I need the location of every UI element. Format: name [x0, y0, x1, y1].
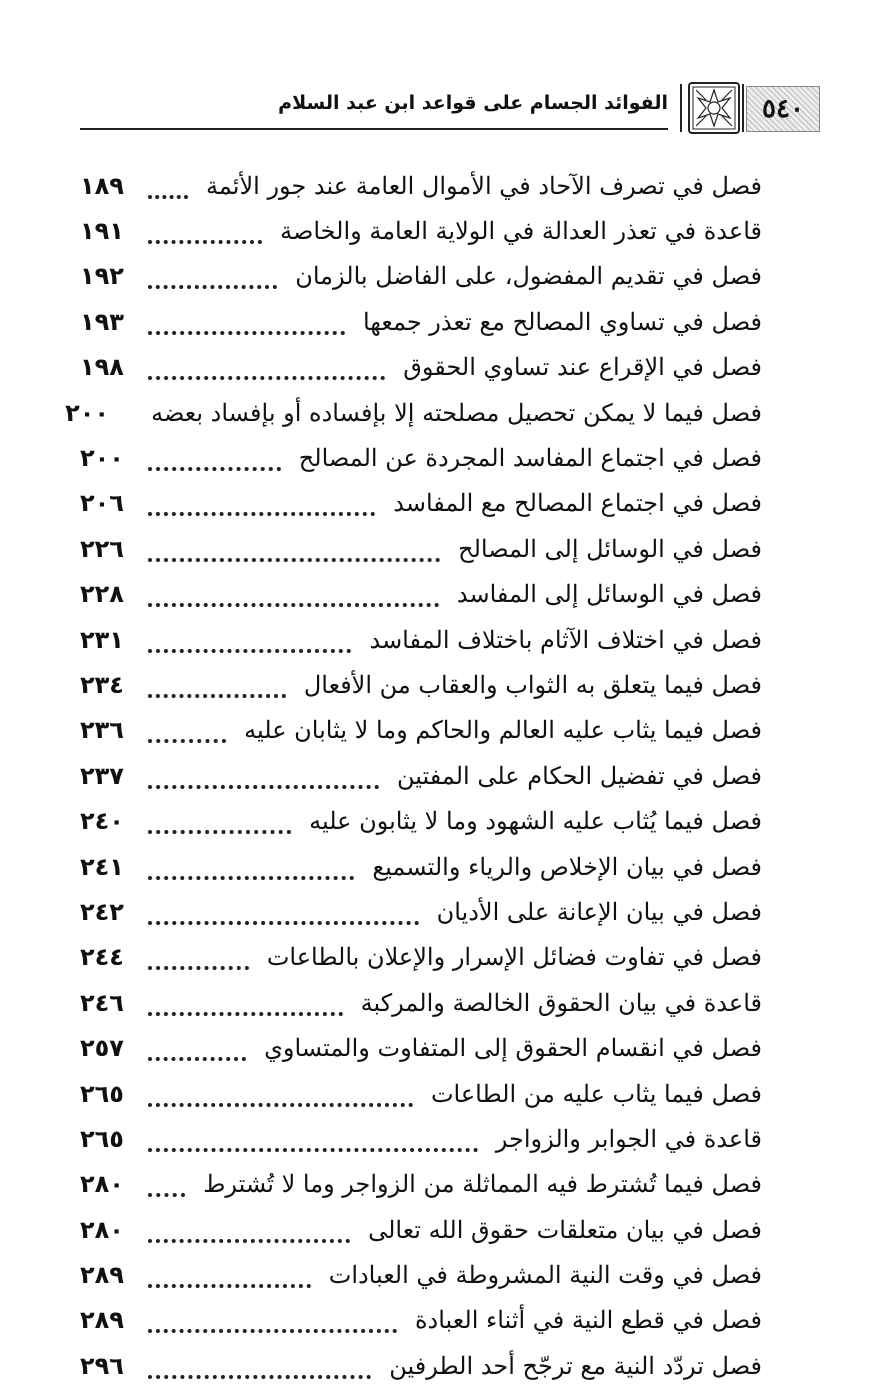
toc-entry-page: ٢٠٦: [80, 489, 124, 518]
toc-entry-page: ٢٨٠: [80, 1170, 124, 1199]
toc-entry-title: فصل في تفاوت فضائل الإسرار والإعلان بالطاعات: [266, 943, 762, 972]
leader-dots: [148, 346, 385, 380]
leader-dots: [148, 755, 379, 789]
toc-entry: [80, 435, 762, 480]
toc-entry-page: ١٩١: [80, 217, 124, 246]
toc-entry-title: فصل في بيان الإعانة على الأديان: [436, 897, 762, 926]
leader-dots: [148, 301, 345, 335]
toc-entry: [80, 572, 762, 617]
toc-entry-page: ٢٤٠: [80, 807, 124, 836]
toc-entry-title: فصل في بيان الإخلاص والرياء والتسميع: [372, 852, 762, 881]
toc-entry-title: فصل في اجتماع المصالح مع المفاسد: [393, 489, 762, 518]
toc-entry: [80, 526, 762, 571]
leader-dots: [148, 1299, 397, 1333]
toc-entry-title: فصل فيما تُشترط فيه المماثلة من الزواجر وما لا تُشترط: [203, 1170, 762, 1199]
toc-entry-page: ٢٨٩: [80, 1306, 124, 1335]
toc-entry-title: فصل في الإقراع عند تساوي الحقوق: [403, 353, 762, 382]
leader-dots: [148, 1118, 478, 1152]
toc-entry: [80, 1343, 762, 1388]
toc-entry: [80, 889, 762, 934]
toc-entry-page: ١٩٨: [80, 353, 124, 382]
toc-entry: [80, 481, 762, 526]
toc-entry-title: فصل تردّد النية مع ترجّح أحد الطرفين: [389, 1351, 762, 1380]
toc-entry-page: ٢٢٨: [80, 580, 124, 609]
page-number: ٥٤٠: [746, 86, 820, 132]
toc-entry: [80, 753, 762, 798]
leader-dots: [148, 255, 277, 289]
toc-entry-title: قاعدة في الجوابر والزواجر: [495, 1124, 762, 1153]
toc-entry-page: ٢٨٩: [80, 1261, 124, 1290]
toc-entry-page: ٢٦٥: [80, 1079, 124, 1108]
header-divider: [742, 84, 744, 132]
toc-entry-page: ١٩٢: [80, 262, 124, 291]
book-title: الفوائد الجسام على قواعد ابن عبد السلام: [278, 92, 668, 114]
toc-entry-title: فصل فيما لا يمكن تحصيل مصلحته إلا بإفساده أو بإفساد بعضه: [151, 398, 762, 427]
toc-entry-page: ٢٣١: [80, 625, 124, 654]
toc-entry-page: ٢٠٠: [65, 398, 110, 427]
toc-entry-page: ١٩٣: [80, 307, 124, 336]
leader-dots: [148, 482, 375, 516]
toc-entry-title: فصل في تفضيل الحكام على المفتين: [396, 761, 762, 790]
toc-entry-title: فصل في انقسام الحقوق إلى المتفاوت والمتساوي: [264, 1034, 762, 1063]
table-of-contents: [65, 163, 762, 1389]
toc-entry-title: فصل فيما يثاب عليه من الطاعات: [430, 1079, 762, 1108]
toc-entry-title: فصل في بيان متعلقات حقوق الله تعالى: [368, 1215, 762, 1244]
toc-entry: [80, 208, 762, 253]
toc-entry: [80, 935, 762, 980]
leader-dots: [148, 1073, 413, 1107]
leader-dots: [148, 936, 249, 970]
leader-dots: [148, 210, 262, 244]
leader-dots: [148, 800, 291, 834]
toc-entry: [80, 1207, 762, 1252]
page-header: [80, 86, 820, 136]
toc-entry-page: ٢٣٧: [80, 761, 124, 790]
toc-entry-title: فصل في الوسائل إلى المصالح: [458, 534, 762, 563]
toc-entry: [80, 844, 762, 889]
toc-entry-title: فصل في تقديم المفضول، على الفاضل بالزمان: [295, 262, 762, 291]
leader-dots: [148, 573, 439, 607]
toc-entry-page: ٢٨٠: [80, 1215, 124, 1244]
toc-entry: [80, 254, 762, 299]
toc-entry: [80, 662, 762, 707]
toc-entry-page: ٢٢٦: [80, 534, 124, 563]
toc-entry: [80, 1116, 762, 1161]
leader-dots: [148, 165, 188, 199]
toc-entry-title: فصل في تساوي المصالح مع تعذر جمعها: [362, 307, 762, 336]
toc-entry: [80, 1071, 762, 1116]
toc-entry-title: قاعدة في تعذر العدالة في الولاية العامة والخاصة: [280, 217, 762, 246]
toc-entry-title: قاعدة في بيان الحقوق الخالصة والمركبة: [360, 988, 762, 1017]
header-underline: [80, 128, 668, 130]
leader-dots: [148, 528, 440, 562]
toc-entry-page: ٢٠٠: [80, 444, 124, 473]
toc-entry: [80, 1162, 762, 1207]
toc-entry-title: فصل فيما يُثاب عليه الشهود وما لا يثابون عليه: [309, 807, 762, 836]
toc-entry-page: ٢٩٦: [80, 1351, 124, 1380]
leader-dots: [148, 891, 419, 925]
geometric-star-ornament-icon: [688, 82, 740, 134]
toc-entry-page: ٢٥٧: [80, 1034, 124, 1063]
toc-entry-title: فصل في وقت النية المشروطة في العبادات: [328, 1261, 762, 1290]
leader-dots: [148, 1254, 311, 1288]
toc-entry: [65, 390, 762, 435]
toc-entry-page: ٢٤١: [80, 852, 124, 881]
toc-entry: [80, 980, 762, 1025]
toc-entry-title: فصل فيما يتعلق به الثواب والعقاب من الأفعال: [303, 670, 762, 699]
toc-entry-page: ٢٤٦: [80, 988, 124, 1017]
toc-entry-title: فصل في اجتماع المفاسد المجردة عن المصالح: [298, 444, 762, 473]
leader-dots: [148, 1209, 350, 1243]
toc-entry-page: ٢٦٥: [80, 1124, 124, 1153]
toc-entry-title: فصل في الوسائل إلى المفاسد: [456, 580, 762, 609]
toc-entry: [80, 345, 762, 390]
toc-entry-title: فصل في قطع النية في أثناء العبادة: [414, 1306, 762, 1335]
toc-entry-page: ٢٤٤: [80, 943, 124, 972]
leader-dots: [148, 846, 354, 880]
leader-dots: [148, 1027, 246, 1061]
toc-entry-title: فصل فيما يثاب عليه العالم والحاكم وما لا يثابان عليه: [244, 716, 762, 745]
leader-dots: [148, 982, 343, 1016]
toc-entry: [80, 163, 762, 208]
toc-entry-page: ٢٣٦: [80, 716, 124, 745]
toc-entry-page: ١٨٩: [80, 171, 124, 200]
toc-entry: [80, 1298, 762, 1343]
toc-entry-title: فصل في اختلاف الآثام باختلاف المفاسد: [369, 625, 762, 654]
toc-entry: [80, 798, 762, 843]
toc-entry-page: ٢٤٢: [80, 897, 124, 926]
toc-entry-title: فصل في تصرف الآحاد في الأموال العامة عند جور الأئمة: [206, 171, 762, 200]
toc-entry-page: ٢٣٤: [80, 670, 124, 699]
leader-dots: [148, 619, 351, 653]
toc-entry: [80, 299, 762, 344]
toc-entry: [80, 617, 762, 662]
leader-dots: [148, 664, 286, 698]
header-divider: [680, 84, 682, 132]
toc-entry: [80, 1025, 762, 1070]
toc-entry: [80, 1252, 762, 1297]
leader-dots: [148, 1163, 185, 1197]
leader-dots: [148, 709, 226, 743]
leader-dots: [148, 437, 281, 471]
toc-entry: [80, 708, 762, 753]
leader-dots: [148, 1345, 371, 1379]
